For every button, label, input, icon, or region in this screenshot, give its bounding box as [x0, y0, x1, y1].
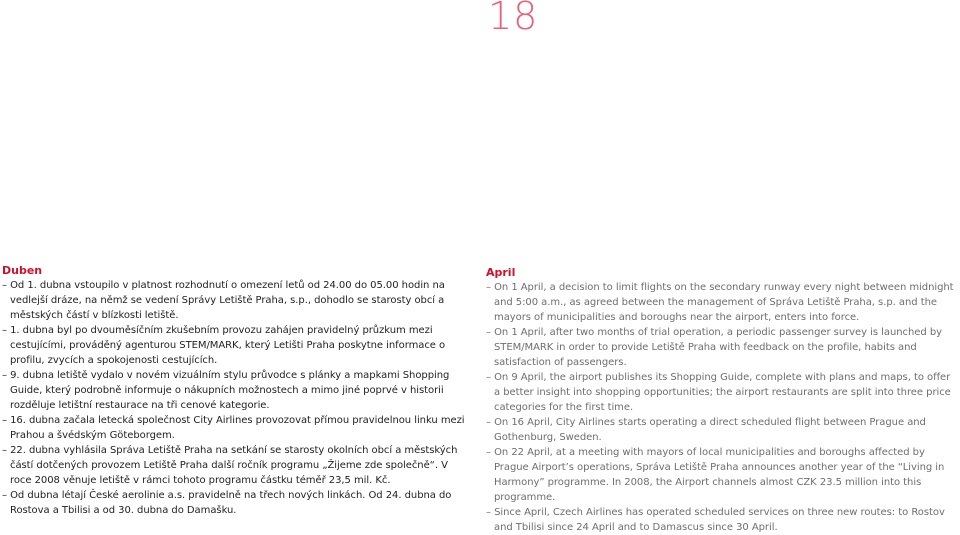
- list-item: – 16. dubna začala letecká společnost City Airlines provozovat přímou pravidelnou linku mezi Prahou a švédským Göteborgem.: [2, 415, 465, 441]
- list-item: – On 1 April, after two months of trial operation, a periodic passenger survey is launched by STEM/MARK in order to provide Letiště Praha with feedback on the profile, habits and satisfaction of passengers.: [486, 327, 942, 368]
- english-event-list: [486, 280, 958, 535]
- list-item: – On 1 April, a decision to limit flights on the secondary runway every night between midnight and 5:00 a.m., as agreed between the management of Správa Letiště Praha, s.p. and the mayors of municipalities and boroughs near the airport, enters into force.: [486, 282, 954, 323]
- english-month-heading: April: [486, 266, 516, 279]
- list-item: – 9. dubna letiště vydalo v novém vizuálním stylu průvodce s plánky a mapkami Shopping Guide, který podrobně informuje o nákupních možnostech a mimo jiné poprvé v historii rozděluje letištní restaurace na tři cenové kategorie.: [2, 370, 450, 411]
- czech-month-heading: Duben: [2, 264, 43, 277]
- list-item: – On 16 April, City Airlines starts operating a direct scheduled flight between Prague and Gothenburg, Sweden.: [486, 417, 926, 443]
- english-column: [486, 264, 958, 535]
- list-item: – On 22 April, at a meeting with mayors of local municipalities and boroughs affected by Prague Airport’s operations, Správa Letiště Praha announces another year of the “Living in Harmony” programme. In 2008, the Airport channels almost CZK 23.5 million into this programme.: [486, 447, 945, 503]
- list-item: – Od dubna létají České aerolinie a.s. pravidelně na třech nových linkách. Od 24. dubna do Rostova a Tbilisi a od 30. dubna do Damašku.: [2, 490, 452, 516]
- list-item: – Since April, Czech Airlines has operated scheduled services on three new routes: to Rostov and Tbilisi since 24 April and to Damascus since 30 April.: [486, 507, 945, 533]
- czech-column: [2, 264, 470, 518]
- list-item: – 22. dubna vyhlásila Správa Letiště Praha na setkání se starosty okolních obcí a městských částí dotčených provozem Letiště Praha další ročník programu „Žijeme zde společně“. V roce 2008 věnuje letiště v rámci tohoto programu částku téměř 23,5 mil. Kč.: [2, 445, 458, 486]
- list-item: – 1. dubna byl po dvouměsíčním zkušebním provozu zahájen pravidelný průzkum mezi cestujícími, prováděný agenturou STEM/MARK, který Letišti Praha poskytne informace o profilu, zvycích a spokojenosti cestujících.: [2, 325, 446, 366]
- page-number: 18: [488, 0, 539, 38]
- list-item: – On 9 April, the airport publishes its Shopping Guide, complete with plans and maps, to offer a better insight into shopping opportunities; the airport restaurants are split into three price categories for the first time.: [486, 372, 951, 413]
- list-item: – Od 1. dubna vstoupilo v platnost rozhodnutí o omezení letů od 24.00 do 05.00 hodin na vedlejší dráze, na němž se vedení Správy Letiště Praha, s.p., dohodlo se starosty obcí a městských částí v blízkosti letiště.: [2, 280, 445, 321]
- czech-event-list: [2, 278, 470, 518]
